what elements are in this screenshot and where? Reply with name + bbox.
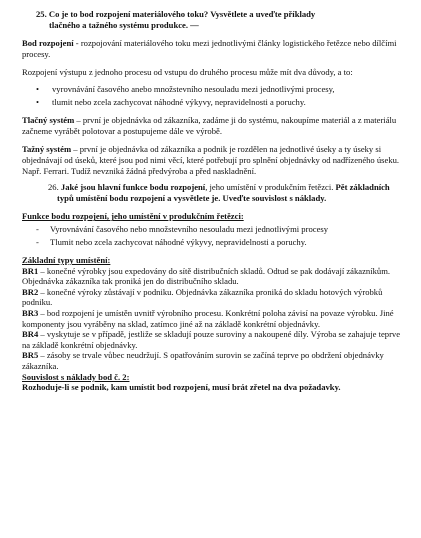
- type-item-br1: BR1 – konečné výrobky jsou expedovány do sítě distribučních skladů. Odtud se pak dodávají zákazníkům. Objednávka zákazníka tak proniká jen do distribučního skladu.: [22, 265, 391, 287]
- list-item: - Vyrovnávání časového nebo množstevního nesouladu mezi jednotlivými procesy: [22, 224, 405, 235]
- type-item-br2: BR2 – konečné výroky zůstávají v podniku. Objednávka zákazníka proniká do skladu hotových výrobků podniku.: [22, 286, 383, 308]
- pull-system-paragraph: [22, 144, 405, 176]
- list-item: • vyrovnávání časového anebo množstevního nesouladu mezi jednotlivými procesy,: [22, 84, 405, 95]
- push-system-paragraph: [22, 115, 405, 136]
- question-text-bold: Jaké jsou hlavní funkce bodu rozpojení: [60, 182, 206, 193]
- type-item-br5: BR5 – zásoby se trvale vůbec neudržují. S opatřováním surovin se začíná teprve po obdržení objednávky zákazníka.: [22, 350, 384, 372]
- question-number: 25.: [36, 9, 47, 19]
- functions-list: [22, 224, 405, 247]
- question-text-line1: Co je to bod rozpojení materiálového toku? Vysvětlete a uveďte příklady: [48, 9, 316, 19]
- question-number: 26.: [48, 182, 59, 193]
- push-system-term: Tlačný systém: [22, 115, 75, 126]
- question-25-title-cont: tlačného a tažného systému produkce. —: [49, 19, 199, 30]
- costs-text: Rozhoduje-li se podnik, kam umístit bod rozpojení, musí brát zřetel na dva požadavky.: [22, 382, 341, 393]
- question-25-title: [36, 9, 405, 20]
- reasons-intro: Rozpojení výstupu z jednoho procesu od vstupu do druhého procesu může mít dva důvody, a to:: [22, 67, 353, 78]
- type-item-br3: BR3 – bod rozpojení je umístěn uvnitř výrobního procesu. Konkrétní poloha závisí na povaze výrobku. Jiné komponenty jsou vyráběny na sklad, zatímco jiné až na základě konkrétní objednávky.: [22, 308, 394, 329]
- pull-system-text: – první je objednávka od zákazníka a podnik je rozdělen na jednotlivé úseky a ty úseky si objednávají od úseků, které jsou pod nimi věcí, které potřebují pro splnění objednávky od nadřízeného úseku. Např. Ferrari. Tudíž nevzniká žádná předvýroba a před naskladnění.: [22, 144, 400, 176]
- costs-heading: Souvislost s náklady bod č. 2:: [22, 371, 130, 382]
- list-item: • tlumit nebo zcela zachycovat náhodné výkyvy, nepravidelnosti a poruchy.: [22, 97, 405, 108]
- question-text-regular: , jeho umístění v produkčním řetězci.: [205, 182, 336, 193]
- list-item: - Tlumit nebo zcela zachycovat náhodné výkyvy, nepravidelnosti a poruchy.: [22, 237, 405, 248]
- question-text-bold-2: Pět základních typů umístění bodu rozpojení a vysvětlete je. Uveďte souvislost s náklady.: [57, 182, 390, 203]
- definition-paragraph: [22, 38, 405, 59]
- question-26-title: [48, 182, 405, 203]
- functions-heading: Funkce bodu rozpojení, jeho umístění v produkčním řetězci:: [22, 211, 244, 222]
- types-heading: Základní typy umístění:: [22, 255, 111, 266]
- definition-text: - rozpojování materiálového toku mezi jednotlivými články logistického řetězce nebo dílčími procesy.: [22, 38, 397, 59]
- type-item-br4: BR4 – vyskytuje se v případě, jestliže se skladují pouze suroviny a nakoupené díly. Výroba se zahajuje teprve na základě konkrétní objednávky.: [22, 329, 401, 350]
- types-section: [22, 255, 405, 393]
- reasons-list: [22, 84, 405, 107]
- definition-term: Bod rozpojení: [22, 38, 74, 49]
- pull-system-term: Tažný systém: [22, 144, 72, 155]
- push-system-text: – první je objednávka od zákazníka, zadáme ji do systému, nakoupíme materiál a z materiálu začneme vyrábět polotovar a postupujeme dále ve výrobě.: [22, 115, 397, 136]
